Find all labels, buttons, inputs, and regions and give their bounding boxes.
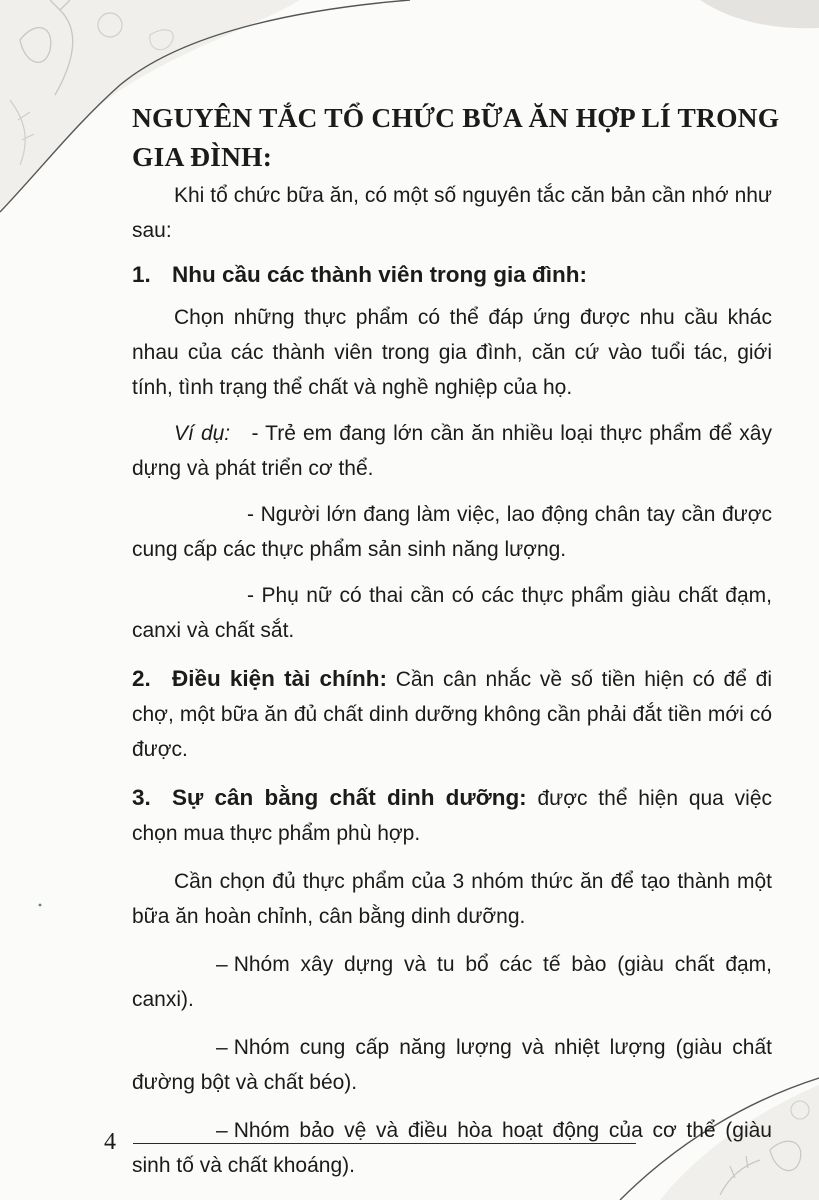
intro-paragraph: Khi tổ chức bữa ăn, có một số nguyên tắc căn bản cần nhớ như sau: (132, 184, 772, 242)
section-1-number: 1. (132, 262, 151, 287)
footer-rule (133, 1143, 636, 1144)
food-group-2-text: Nhóm cung cấp năng lượng và nhiệt lượng (giàu chất đường bột và chất béo). (132, 1036, 772, 1094)
food-group-3 (132, 1113, 772, 1183)
section-3-number: 3. (132, 785, 151, 810)
food-group-2 (132, 1030, 772, 1100)
section-3-body: được thể hiện qua việc chọn mua thực phẩm phù hợp. (132, 787, 772, 845)
food-group-1-dash: – (216, 953, 228, 976)
page-number: 4 (104, 1129, 116, 1155)
food-group-2-dash: – (216, 1036, 228, 1059)
page-content (132, 178, 772, 1183)
section-3-title: Sự cân bằng chất dinh dưỡng: (172, 785, 527, 810)
food-group-3-text: Nhóm bảo vệ và điều hòa hoạt động của cơ thể (giàu sinh tố và chất khoáng). (132, 1119, 772, 1177)
food-group-3-dash: – (216, 1119, 228, 1142)
section-1-example-1 (132, 416, 772, 486)
example-1-text: - Trẻ em đang lớn cần ăn nhiều loại thực phẩm để xây dựng và phát triển cơ thể. (132, 422, 772, 480)
example-label: Ví dụ: (174, 422, 231, 445)
section-1-example-3: - Phụ nữ có thai cần có các thực phẩm giàu chất đạm, canxi và chất sắt. (132, 584, 772, 642)
section-1-example-2: - Người lớn đang làm việc, lao động chân tay cần được cung cấp các thực phẩm sản sinh năng lượng. (132, 503, 772, 561)
section-2-paragraph (132, 661, 772, 767)
section-1-title: Nhu cầu các thành viên trong gia đình: (172, 262, 588, 287)
food-group-1 (132, 947, 772, 1017)
section-2-number: 2. (132, 666, 151, 691)
section-3-paragraph (132, 780, 772, 851)
section-1-heading (132, 257, 772, 292)
left-margin-dot (39, 904, 42, 907)
food-group-1-text: Nhóm xây dựng và tu bổ các tế bào (giàu chất đạm, canxi). (132, 953, 772, 1011)
section-2-body: Cần cân nhắc về số tiền hiện có để đi chợ, một bữa ăn đủ chất dinh dưỡng không cần phải đắt tiền mới có được. (132, 668, 772, 761)
section-3-para: Cần chọn đủ thực phẩm của 3 nhóm thức ăn để tạo thành một bữa ăn hoàn chỉnh, cân bằng dinh dưỡng. (132, 870, 772, 928)
top-right-corner-shape (700, 0, 819, 28)
section-1-body: Chọn những thực phẩm có thể đáp ứng được nhu cầu khác nhau của các thành viên trong gia đình, căn cứ vào tuổi tác, giới tính, tình trạng thể chất và nghề nghiệp của họ. (132, 306, 772, 399)
page-title: NGUYÊN TẮC TỔ CHỨC BỮA ĂN HỢP LÍ TRONG GIA ĐÌNH: (132, 102, 780, 172)
section-2-title: Điều kiện tài chính: (172, 666, 387, 691)
